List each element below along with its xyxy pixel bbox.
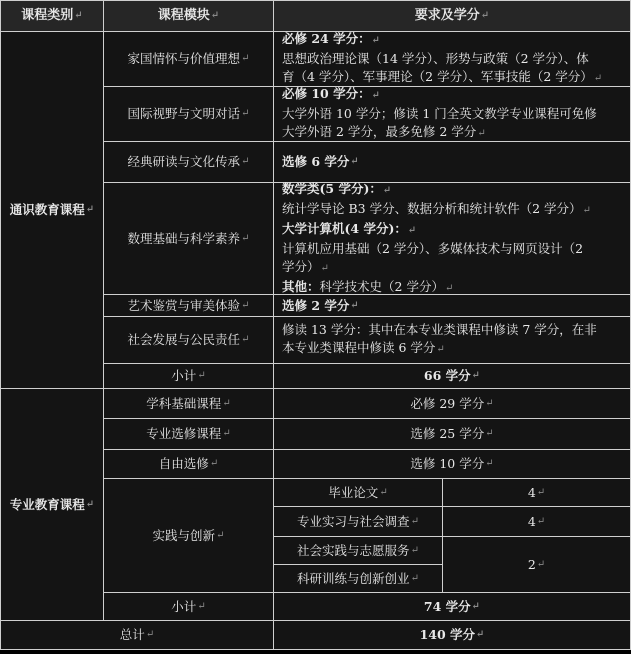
module-professional-1: 学科基础课程 ↵ (103, 388, 274, 419)
module-general-5: 艺术鉴赏与审美体验 ↵ (103, 294, 274, 317)
category-professional: 专业教育课程 ↵ (0, 388, 104, 621)
module-professional-2: 专业选修课程 ↵ (103, 418, 274, 450)
header-module: 课程模块 ↵ (103, 0, 274, 32)
practice-credit-1: 4 ↵ (442, 478, 631, 507)
requirement-general-4: 数学类(5 学分)：↵ 统计学导论 B3 学分、数据分析和统计软件（2 学分）↵ 大学计算机(4 学分)：↵ 计算机应用基础（2 学分）、多媒体技术与网页设计（2 学分）↵ 其他：科学技术史（2 学分）↵ (273, 182, 631, 295)
requirement-professional-3: 选修 10 学分 ↵ (273, 449, 631, 479)
module-general-4: 数理基础与科学素养 ↵ (103, 182, 274, 295)
subtotal-general-label: 小计 ↵ (103, 363, 274, 389)
module-general-2: 国际视野与文明对话 ↵ (103, 86, 274, 142)
requirement-general-2: 必修 10 学分：↵ 大学外语 10 学分；修读 1 门全英文教学专业课程可免修 大学外语 2 学分，最多免修 2 学分↵ (273, 86, 631, 142)
subtotal-professional-value: 74 学分 ↵ (273, 592, 631, 621)
practice-item-2: 专业实习与社会调查 ↵ (273, 506, 443, 537)
practice-credit-3: 2 ↵ (442, 536, 631, 593)
requirement-professional-2: 选修 25 学分 ↵ (273, 418, 631, 450)
header-requirement: 要求及学分 ↵ (273, 0, 631, 32)
module-practice: 实践与创新 ↵ (103, 478, 274, 593)
requirement-general-1: 必修 24 学分：↵ 思想政治理论课（14 学分）、形势与政策（2 学分）、体 育（4 学分）、军事理论（2 学分）、军事技能（2 学分）↵ (273, 31, 631, 87)
requirement-professional-1: 必修 29 学分 ↵ (273, 388, 631, 419)
requirement-general-6: 修读 13 学分：其中在本专业类课程中修读 7 学分，在非 本专业类课程中修读 6 学分↵ (273, 316, 631, 364)
practice-item-4: 科研训练与创新创业 ↵ (273, 564, 443, 593)
module-general-3: 经典研读与文化传承 ↵ (103, 141, 274, 183)
requirement-general-5: 选修 2 学分 ↵ (273, 294, 631, 317)
practice-item-1: 毕业论文 ↵ (273, 478, 443, 507)
module-general-1: 家国情怀与价值理想 ↵ (103, 31, 274, 87)
requirement-general-3: 选修 6 学分 ↵ (273, 141, 631, 183)
subtotal-professional-label: 小计 ↵ (103, 592, 274, 621)
practice-item-3: 社会实践与志愿服务 ↵ (273, 536, 443, 565)
module-professional-3: 自由选修 ↵ (103, 449, 274, 479)
practice-credit-2: 4 ↵ (442, 506, 631, 537)
total-value: 140 学分 ↵ (273, 620, 631, 650)
category-general: 通识教育课程 ↵ (0, 31, 104, 389)
subtotal-general-value: 66 学分 ↵ (273, 363, 631, 389)
module-general-6: 社会发展与公民责任 ↵ (103, 316, 274, 364)
header-category: 课程类别 ↵ (0, 0, 104, 32)
total-label: 总计 ↵ (0, 620, 274, 650)
